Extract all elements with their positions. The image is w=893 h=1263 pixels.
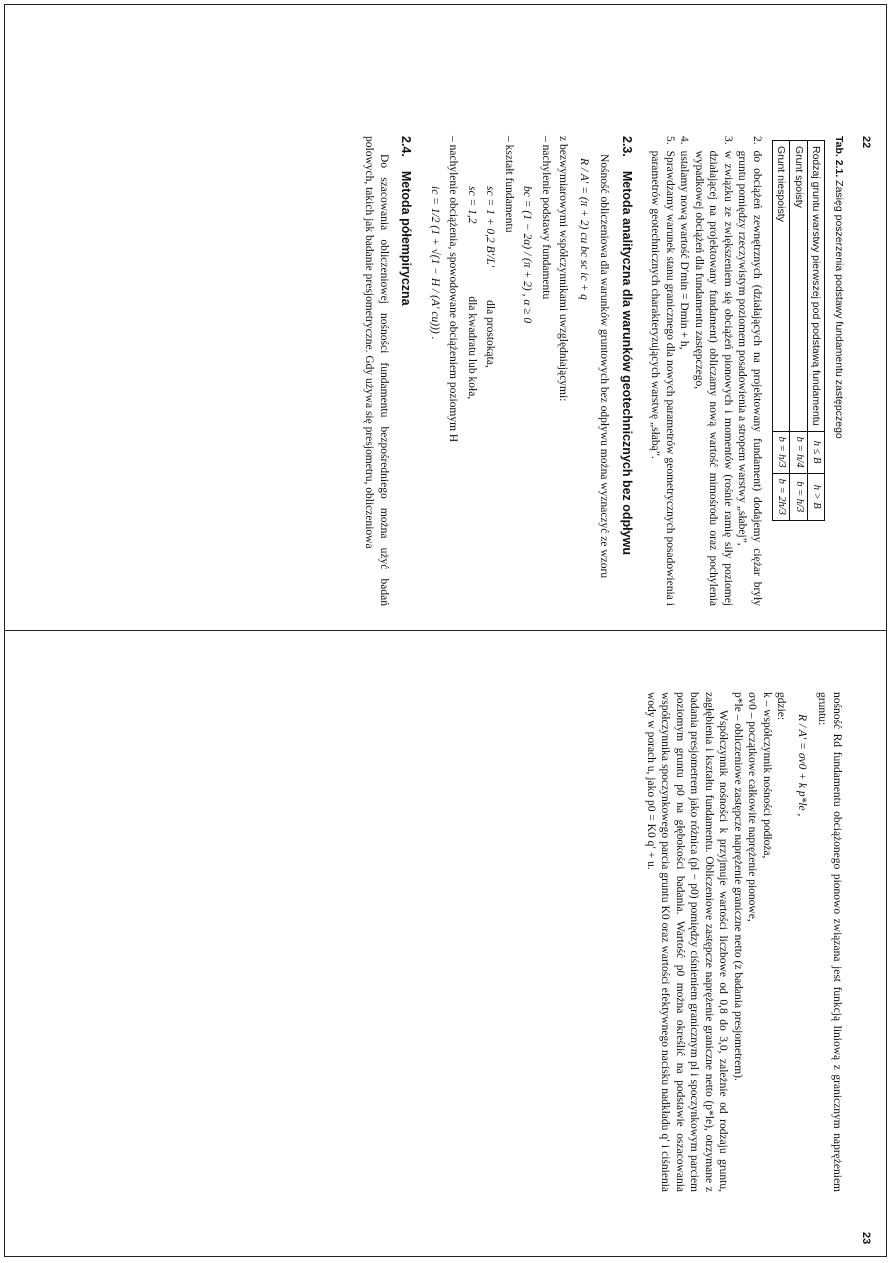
definition-item: k – współczynnik nośności podłoża, <box>761 692 773 859</box>
formula-note: dla kwadratu lub koła, <box>466 296 478 400</box>
section-number: 2.3. <box>620 136 634 157</box>
page-divider <box>4 630 887 631</box>
table-header-cell: h ≤ B <box>808 431 826 473</box>
formula-row <box>465 186 480 606</box>
table-caption-label: Tab. 2.1. <box>833 136 845 178</box>
section-title: Metoda półempiryczna <box>399 170 414 306</box>
section-heading <box>620 136 635 606</box>
section-heading <box>399 136 414 606</box>
table-caption-text: Zasięg poszerzenia podstawy fundamentu zastępczego <box>833 180 845 439</box>
page-22-content <box>362 136 846 606</box>
list-text: w związku ze zwiększeniem się obciążeń pionowych i momentów (rośnie ramię siły poziomej działającej na projektowany fundament) obliczamy nową wartość mimośrodu oraz pochylenia wypadkowej obciążeń dla fundamentu zastępczego, <box>693 150 734 606</box>
table-cell: b = h/3 <box>773 431 791 473</box>
list-number: 2. <box>751 136 763 145</box>
table-cell: b = 2h/3 <box>773 473 791 520</box>
formula: ic = 1/2 (1 + √(1 − H / (A′ cu))) . <box>429 186 441 340</box>
list-number: 5. <box>664 136 676 145</box>
definition-item: σv0 – początkowe całkowite naprężenie pionowe, <box>746 692 759 922</box>
formula: R / A′ = σv0 + k p*le , <box>796 714 808 817</box>
list-text: ustalamy nową wartość D′min = Dmin + h, <box>678 150 691 350</box>
section-number: 2.4. <box>399 136 414 157</box>
paragraph: Nośność obliczeniowa dla warunków gruntowych bez odpływu można wyznaczyć ze wzoru <box>598 154 611 579</box>
paragraph: gdzie: <box>775 692 788 721</box>
formula: bc = (1 − 2α) / (π + 2) , α ≥ 0 <box>521 186 534 324</box>
page-number: 23 <box>860 1232 872 1245</box>
formula-row <box>483 186 498 606</box>
section-title: Metoda analityczna dla warunków geotechnicznych bez odpływu <box>620 170 634 555</box>
page-number: 22 <box>860 136 872 149</box>
list-number: 3. <box>722 136 734 145</box>
list-text: do obciążeń zewnętrznych (działających na projektowany fundament) dodajemy ciężar bryły gruntu pomiędzy rzeczywistym poziomem posadowienia a stropem warstwy „słabej”, <box>736 150 763 606</box>
paragraph: Do szacowania obliczeniowej nośności fundamentu bezpośredniego można użyć badań polowych, takich jak badanie presjometryczne. Gdy używa się presjometru, obliczeniowa <box>363 136 390 606</box>
paragraph: nośność Rd fundamentu obciążonego pionowo związana jest funkcją liniową z granicznym naprężeniem gruntu: <box>816 692 843 1192</box>
list-item: – kształt fundamentu <box>503 136 515 233</box>
definition-item: p*le – obliczeniowe zastępcze naprężenie graniczne netto (z badania presjometrem). <box>732 692 744 1081</box>
formula: sc = 1 + 0,2 B′/L′ <box>484 186 497 268</box>
table-cell: Grunt niespoisty <box>773 141 791 432</box>
formula: sc = 1,2 <box>466 186 478 224</box>
page-22 <box>4 6 880 626</box>
table-header-row <box>808 141 826 521</box>
table-header-cell: h > B <box>808 473 826 520</box>
list-number: 4. <box>678 136 691 145</box>
table-cell: Grunt spoisty <box>790 141 808 432</box>
paragraph: Współczynnik nośności k przyjmuje wartości liczbowe od 0,8 do 3,0, zależnie od rodzaju gruntu, zagłębienia i kształtu fundamentu. Obliczeniowe zastępcze naprężenie graniczne netto (p*le), otrzymane z badania presjometrem jako różnica (pl − p0) pomiędzy ciśnieniem granicznym pl i spoczynkowym parciem poziomym gruntu p0 na głębokości badania. Wartość p0 można określić na podstawie oszacowania współczynnika spoczynkowego parcia gruntu K0 oraz wartości efektywnego nacisku nadkładu q′ i ciśnienia wody w porach u, jako p0 = K0 q′ + u. <box>645 692 730 1192</box>
table-caption <box>832 136 847 606</box>
table-row <box>773 141 791 521</box>
list-item: – nachylenie podstawy fundamentu <box>540 136 552 300</box>
list-item: – nachylenie obciążenia, spowodowane obciążeniem poziomym H <box>447 136 460 443</box>
table-row <box>790 141 808 521</box>
formula: R / A′ = (π + 2) cu bc sc ic + q <box>578 158 590 300</box>
paragraph: z bezwymiarowymi współczynnikami uwzględniającymi: <box>557 136 570 402</box>
list-item <box>648 136 677 606</box>
list-item <box>735 136 764 606</box>
procedure-list <box>648 136 764 606</box>
table-cell: b = h/4 <box>790 431 808 473</box>
extension-table <box>772 140 826 521</box>
table-header-cell: Rodzaj gruntu warstwy pierwszej pod podstawą fundamentu <box>808 141 826 432</box>
page-23-content <box>644 692 845 1192</box>
page-23 <box>4 636 880 1254</box>
formula-note: dla prostokąta, <box>484 300 497 368</box>
list-text: Sprawdzamy warunek stanu granicznego dla nowych parametrów geometrycznych posadowienia i parametrów geotechnicznych charakteryzujących warstwę „słabą”. <box>649 150 676 606</box>
table-cell: b = h/3 <box>790 473 808 520</box>
list-item <box>692 136 736 606</box>
list-item <box>677 136 692 606</box>
